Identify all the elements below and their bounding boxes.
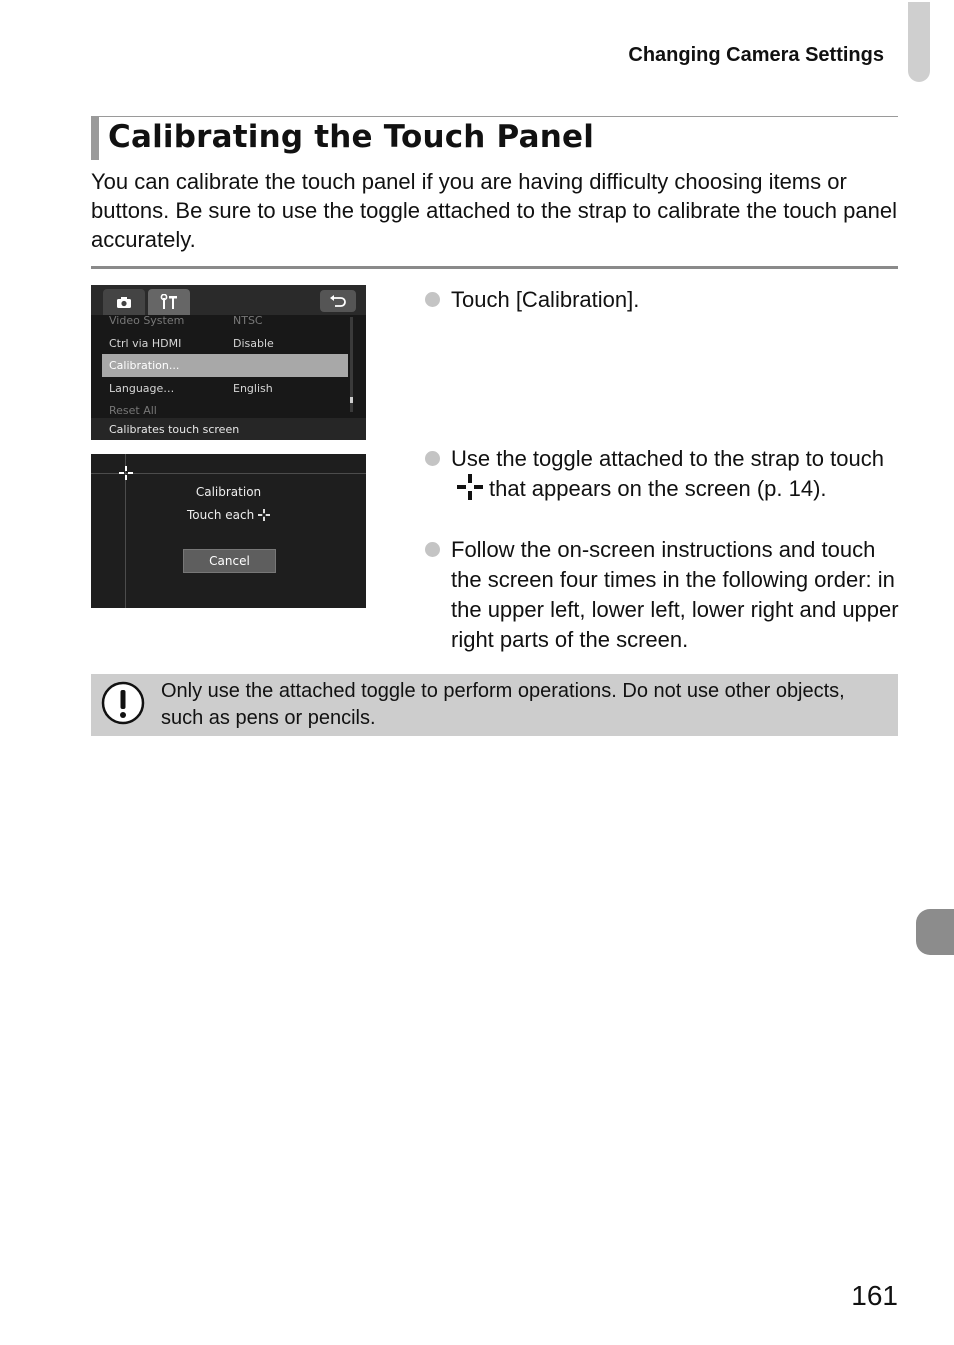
step-3 xyxy=(451,535,901,655)
section-divider xyxy=(91,266,898,269)
camera-screen-calibration xyxy=(91,454,366,608)
touch-each-label: Touch each xyxy=(186,508,255,522)
menu-row xyxy=(102,309,348,332)
menu-row xyxy=(102,332,348,355)
menu-label: Calibration... xyxy=(109,359,180,372)
bullet-icon xyxy=(425,292,440,307)
calibration-instruction xyxy=(91,508,366,522)
chapter-tab-marker xyxy=(916,909,954,955)
step-text: that appears on the screen (p. 14). xyxy=(489,476,827,501)
menu-value: Disable xyxy=(233,337,274,350)
bullet-icon xyxy=(425,542,440,557)
step-text: Use the toggle attached to the strap to touch xyxy=(451,446,884,471)
return-arrow-icon xyxy=(329,294,347,308)
menu-label: Language… xyxy=(109,382,175,395)
camera-icon xyxy=(116,296,132,309)
help-text: Calibrates touch screen xyxy=(109,423,240,436)
step-1 xyxy=(451,285,901,315)
menu-label: Ctrl via HDMI xyxy=(109,337,182,350)
menu-value: NTSC xyxy=(233,314,263,327)
intro-paragraph: You can calibrate the touch panel if you are having difficulty choosing items or buttons. Be sure to use the toggle attached to the strap to calibrate the touch panel accurately. xyxy=(91,169,897,252)
scroll-thumb xyxy=(350,397,353,403)
menu-value: English xyxy=(233,382,273,395)
step-2 xyxy=(451,444,901,504)
running-head: Changing Camera Settings xyxy=(628,44,884,66)
chapter-tab-top xyxy=(908,2,930,82)
menu-label: Video System xyxy=(109,314,185,327)
menu-row-selected xyxy=(102,354,348,377)
bullet-icon xyxy=(425,451,440,466)
help-bar xyxy=(91,418,366,440)
camera-screen-menu xyxy=(91,285,366,440)
calibration-title: Calibration xyxy=(195,485,262,499)
menu-row xyxy=(102,377,348,400)
page-number: 161 xyxy=(851,1280,898,1311)
menu-label: Reset All xyxy=(109,404,157,417)
caution-text: Only use the attached toggle to perform operations. Do not use other objects, such as pens or pencils. xyxy=(161,680,845,729)
wrench-hammer-icon xyxy=(159,294,179,310)
exclamation-circle-icon xyxy=(101,681,145,725)
section-title: Calibrating the Touch Panel xyxy=(108,119,595,155)
crosshair-target-icon xyxy=(457,474,483,500)
crosshair-target-icon xyxy=(258,509,270,521)
step-text: Touch [Calibration]. xyxy=(451,287,640,312)
crosshair-target-icon xyxy=(119,466,133,480)
cancel-button: Cancel xyxy=(183,549,276,573)
title-rule xyxy=(91,116,898,117)
step-text: Follow the on-screen instructions and touch the screen four times in the following order: in the upper left, lower left, lower right and upper right parts of the screen. xyxy=(451,537,899,652)
title-bar xyxy=(91,116,99,160)
